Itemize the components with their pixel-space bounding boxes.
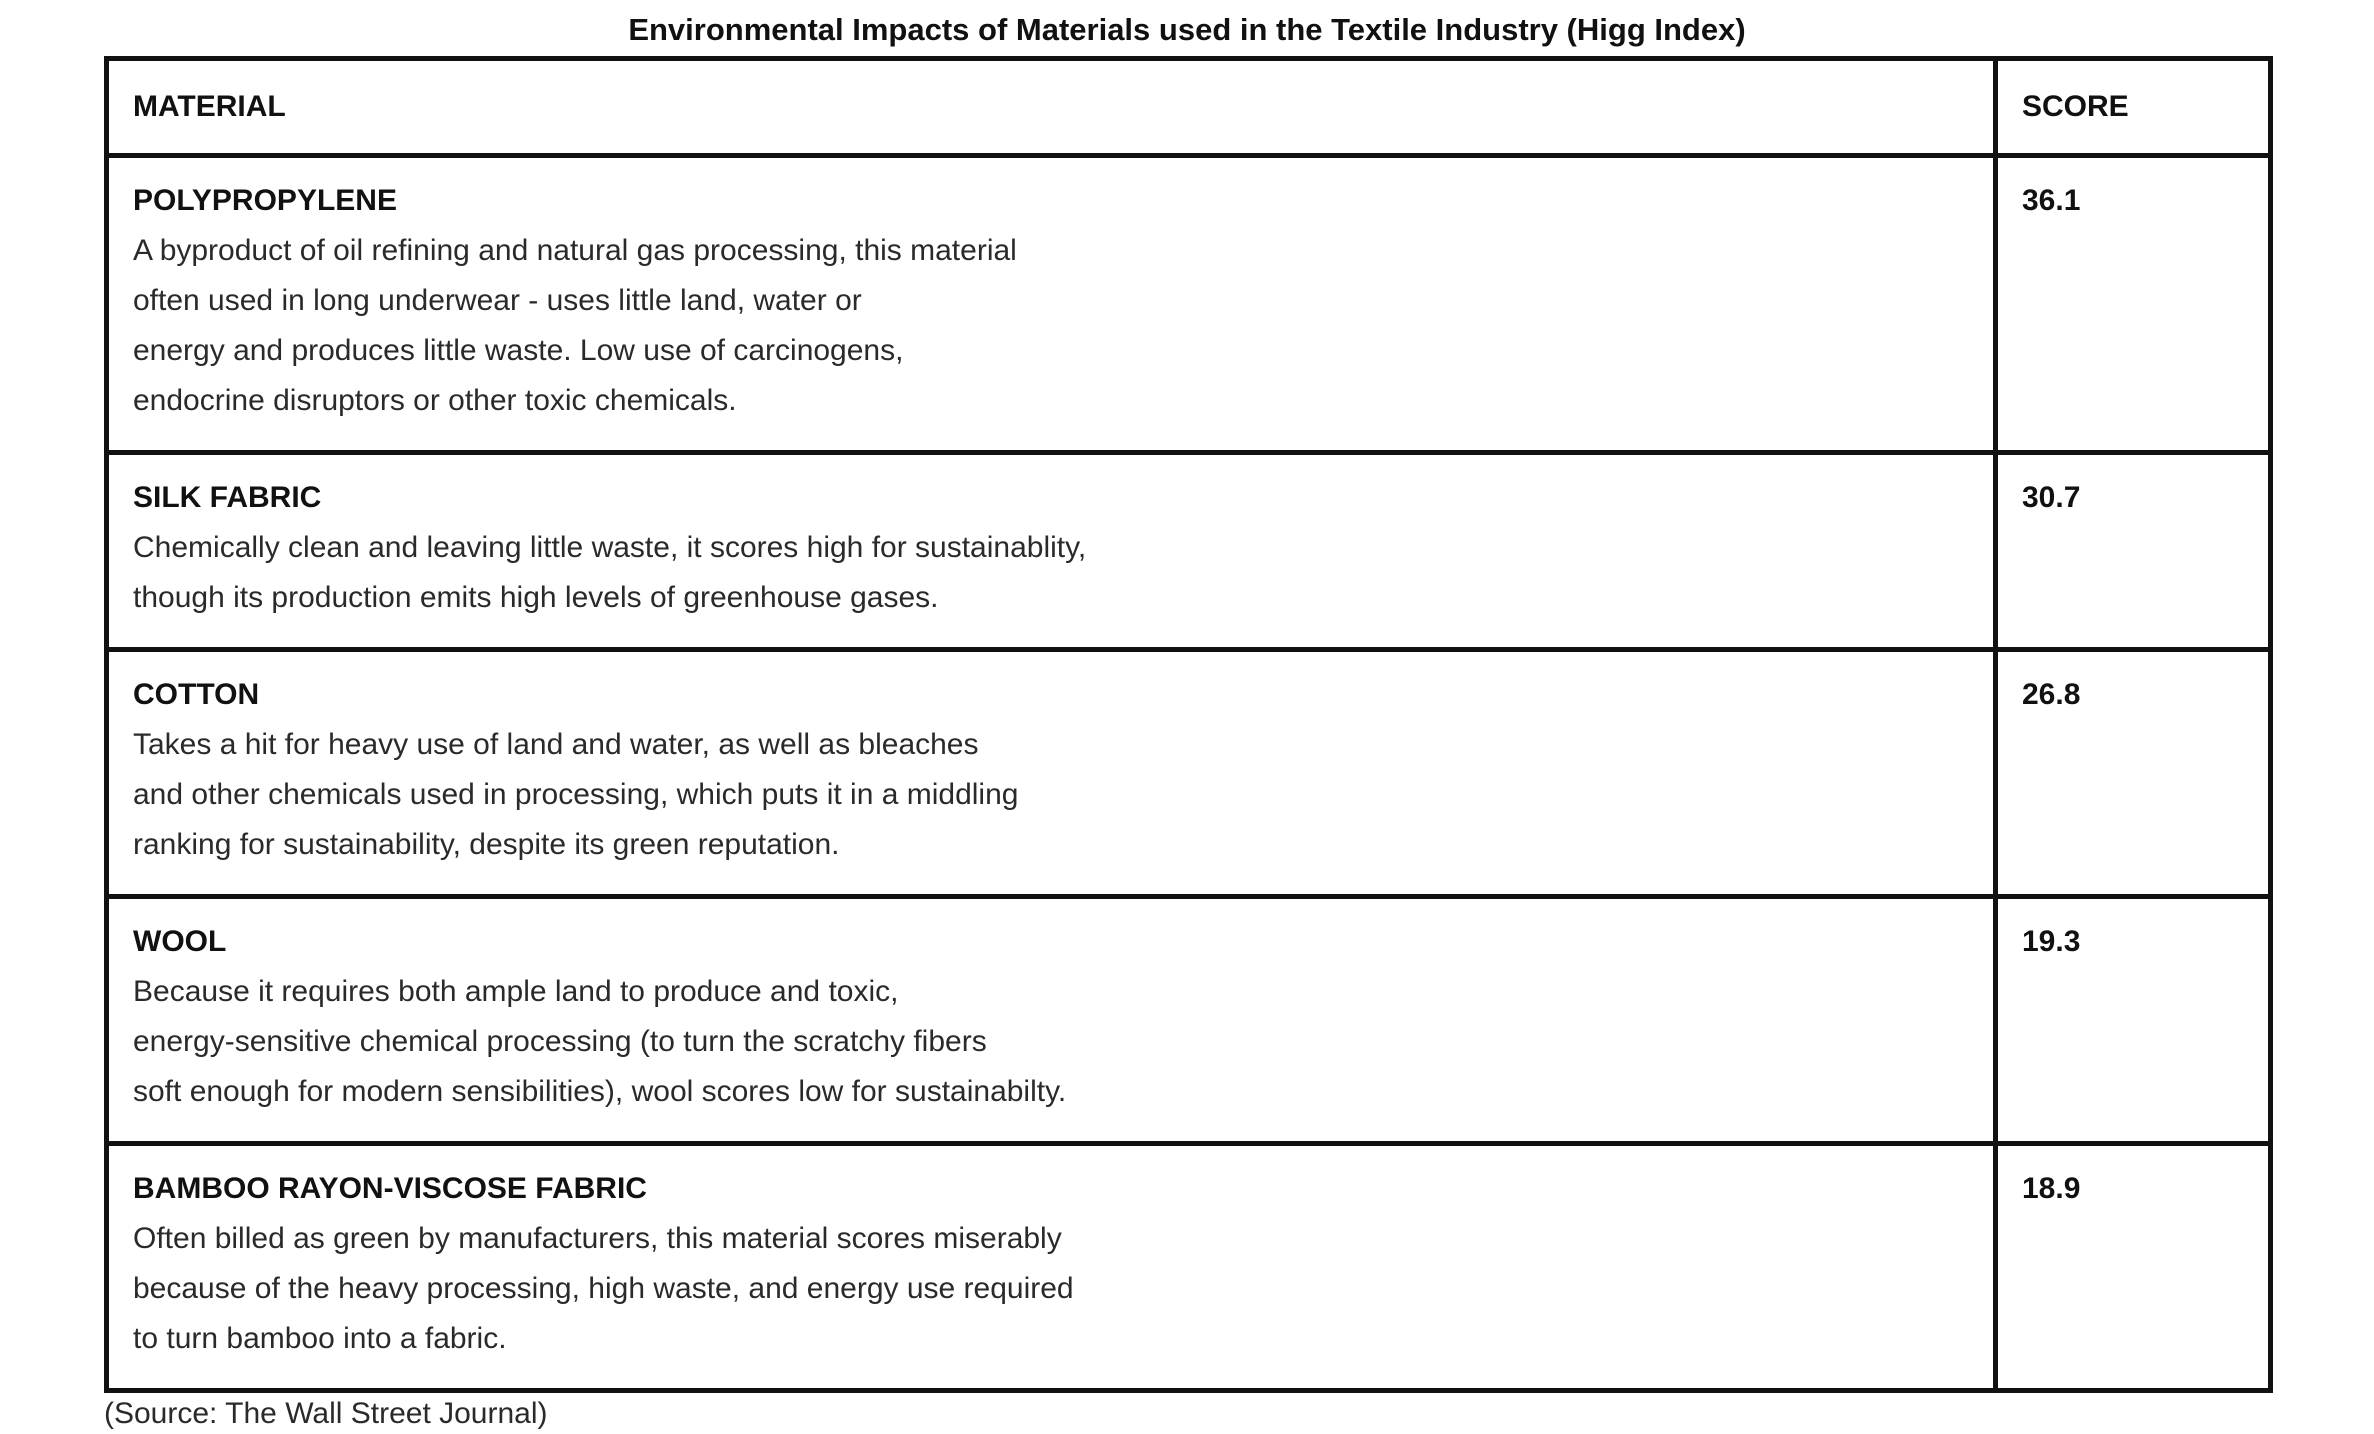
score-cell (1996, 453, 2271, 650)
material-cell (107, 650, 1996, 897)
table-row (107, 1144, 2271, 1391)
material-description: Takes a hit for heavy use of land and water, as well as bleaches and other chemicals used in processing, which puts it in a middling ranking for sustainability, despite its green reputation. (133, 728, 1019, 861)
material-cell (107, 897, 1996, 1144)
material-description: Because it requires both ample land to produce and toxic, energy-sensitive chemical processing (to turn the scratchy fibers soft enough for modern sensibilities), wool scores low for sustainabilty. (133, 975, 1067, 1108)
score-cell (1996, 156, 2271, 453)
material-name: BAMBOO RAYON-VISCOSE FABRIC (133, 1172, 647, 1205)
material-name: POLYPROPYLENE (133, 184, 397, 217)
table-row (107, 156, 2271, 453)
material-cell (107, 156, 1996, 453)
header-material: MATERIAL (107, 59, 1996, 156)
material-score: 36.1 (2022, 184, 2081, 217)
material-name: WOOL (133, 925, 227, 958)
material-name: COTTON (133, 678, 260, 711)
materials-table (104, 56, 2273, 1393)
table-title: Environmental Impacts of Materials used in the Textile Industry (Higg Index) (628, 12, 1746, 47)
material-cell (107, 453, 1996, 650)
material-description: Often billed as green by manufacturers, this material scores miserably because of the heavy processing, high waste, and energy use required to turn bamboo into a fabric. (133, 1222, 1074, 1355)
table-row (107, 897, 2271, 1144)
header-score: SCORE (1996, 59, 2271, 156)
material-score: 19.3 (2022, 925, 2081, 958)
score-cell (1996, 650, 2271, 897)
source-note: (Source: The Wall Street Journal) (104, 1397, 548, 1430)
material-description: A byproduct of oil refining and natural gas processing, this material often used in long underwear - uses little land, water or energy and produces little waste. Low use of carcinogens, endocrine disruptors or other toxic chemicals. (133, 234, 1017, 417)
score-cell (1996, 1144, 2271, 1391)
material-score: 30.7 (2022, 481, 2081, 514)
material-description: Chemically clean and leaving little waste, it scores high for sustainablity, though its production emits high levels of greenhouse gases. (133, 531, 1087, 614)
score-cell (1996, 897, 2271, 1144)
material-score: 18.9 (2022, 1172, 2081, 1205)
material-name: SILK FABRIC (133, 481, 322, 514)
table-header-row (107, 59, 2271, 156)
material-cell (107, 1144, 1996, 1391)
material-score: 26.8 (2022, 678, 2081, 711)
table-row (107, 650, 2271, 897)
table-row (107, 453, 2271, 650)
